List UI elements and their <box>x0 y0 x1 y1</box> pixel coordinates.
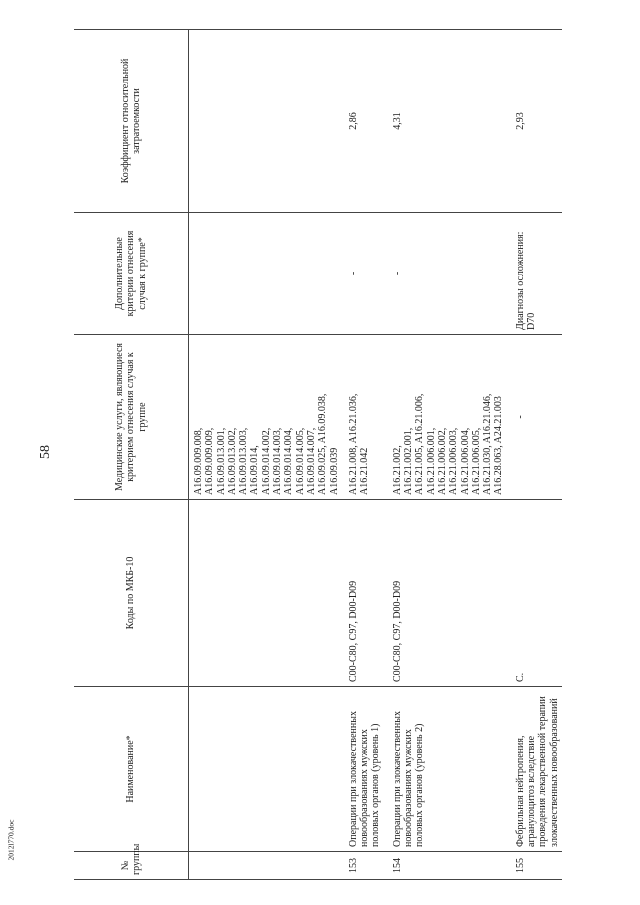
coefficient: 2,86 <box>346 30 390 213</box>
service-code: A16.21.005, A16.21.006, <box>414 393 426 495</box>
table-row-154 <box>390 30 513 880</box>
icd-codes: C00-C80, C97, D00-D09 <box>390 500 513 687</box>
group-number: 154 <box>390 852 513 880</box>
services-cell <box>390 335 513 500</box>
service-code: A16.21.006.003, <box>448 427 460 495</box>
group-name: Операции при злокачественных новообразованиях мужских половых органов (уровень 2) <box>390 687 513 852</box>
table-row-153 <box>346 30 390 880</box>
header-extra-criteria: Дополнительные критерии отнесения случая к группе* <box>74 213 189 335</box>
group-number: 153 <box>346 852 390 880</box>
table-row-continuation <box>189 30 346 880</box>
service-code: A16.09.013.001, <box>215 427 227 495</box>
service-code: A16.21.002, <box>391 445 403 495</box>
group-name: Операции при злокачественных новообразованиях мужских половых органов (уровень 1) <box>346 687 390 852</box>
groups-table <box>74 29 562 880</box>
service-code: A16.09.009.008, <box>193 427 204 495</box>
icd-codes: C. <box>513 500 562 687</box>
header-name: Наименование* <box>74 687 189 852</box>
footer-filename: 2012l770.doc <box>6 819 16 861</box>
service-code: A16.21.006.004, <box>459 427 471 495</box>
service-code: A16.09.009.009, <box>204 427 216 495</box>
service-code: A16.21.030, A16.21.046, <box>482 393 494 495</box>
header-coefficient: Коэффициент относительной затратоемкости <box>74 30 189 213</box>
rotated-table-container <box>74 30 634 880</box>
service-code: A16.21.006.001, <box>425 427 437 495</box>
service-code: A16.09.014.002, <box>260 427 272 495</box>
service-code: A16.09.014.007, <box>305 427 317 495</box>
service-code: A16.21.006.002, <box>436 427 448 495</box>
header-services: Медицинские услуги, являющиеся критерием отнесения случая к группе <box>74 335 189 500</box>
header-row <box>74 30 189 880</box>
service-code: A16.21.008, A16.21.036, <box>347 393 359 495</box>
icd-codes: C00-C80, C97, D00-D09 <box>346 500 390 687</box>
service-code: A16.28.063, A24.21.003 <box>493 396 505 495</box>
service-code: A16.09.013.002, <box>226 427 238 495</box>
service-code: A16.09.014.004, <box>283 427 295 495</box>
coefficient: 4,31 <box>390 30 513 213</box>
service-code: - <box>514 415 526 419</box>
services-cell <box>189 335 346 500</box>
table-row-155 <box>513 30 562 880</box>
page-number: 58 <box>38 445 53 459</box>
header-icd-codes: Коды по МКБ-10 <box>74 500 189 687</box>
services-cell <box>513 335 562 500</box>
service-code: A16.09.013.003, <box>238 427 250 495</box>
service-code: A16.09.014, <box>249 445 261 495</box>
service-code: A16.09.014.005, <box>294 427 306 495</box>
group-name: Фебрильная нейтропения, агранулоцитоз вследствие проведения лекарственной терапии злокачественных новообразований <box>513 687 562 852</box>
extra-criteria: Диагнозы осложнения: D70 <box>513 213 562 335</box>
header-group-no: № группы <box>74 852 189 880</box>
service-code: A16.09.025, A16.09.038, <box>317 393 329 495</box>
group-number: 155 <box>513 852 562 880</box>
extra-criteria: - <box>390 213 513 335</box>
service-code: A16.21.002.001, <box>403 427 415 495</box>
services-cell <box>346 335 390 500</box>
service-code: A16.21.042 <box>359 447 371 495</box>
extra-criteria: - <box>346 213 390 335</box>
service-code: A16.21.006.005, <box>470 427 482 495</box>
service-code: A16.09.039 <box>328 447 340 495</box>
service-code: A16.09.014.003, <box>272 427 284 495</box>
coefficient: 2,93 <box>513 30 562 213</box>
